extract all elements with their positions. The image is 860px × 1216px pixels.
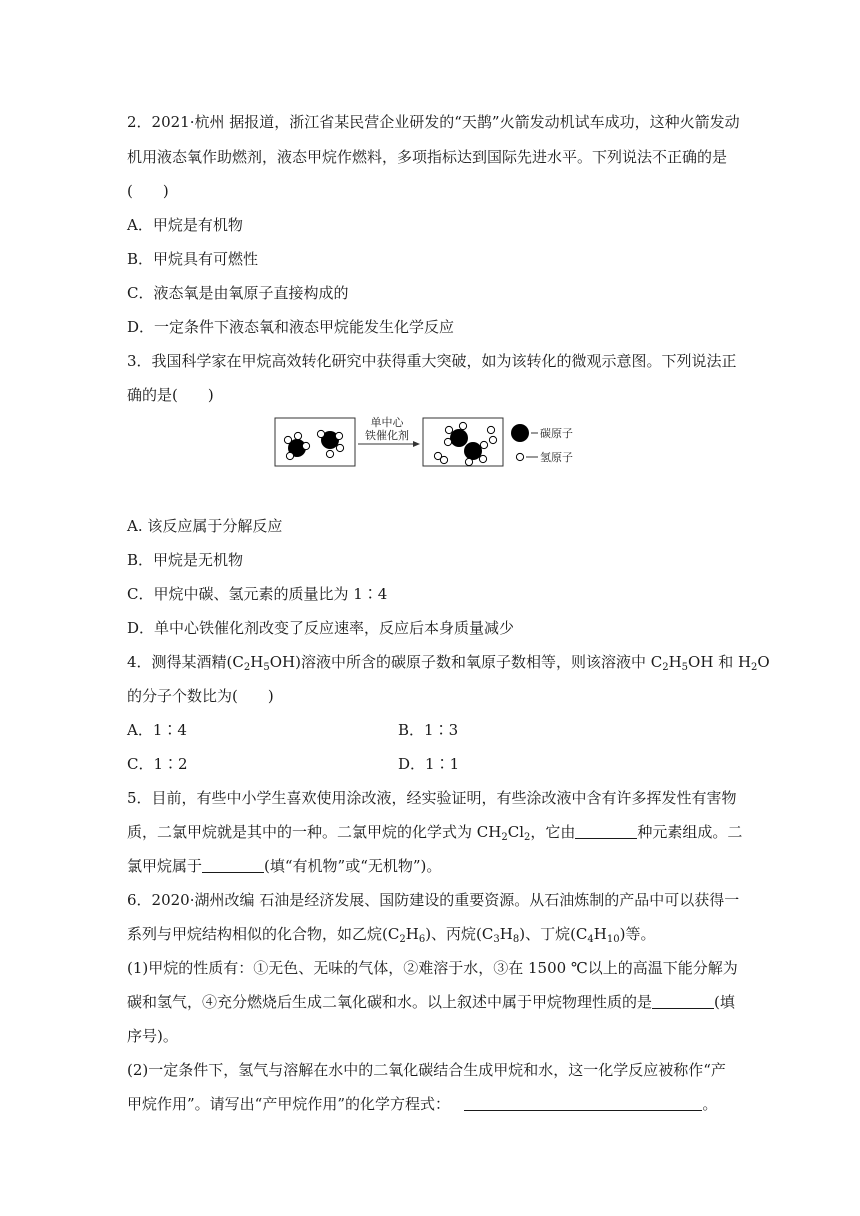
q6-stem-line2: 系列与甲烷结构相似的化合物，如乙烷$(C_2H_6)$、丙烷$(C_3H_8)$、丁烷$(C_4H_{10})$等。: [127, 925, 656, 945]
q3-stem-line2: 确的是( ): [127, 386, 214, 404]
reaction-diagram: [270, 412, 600, 472]
q6-part2-equation-blank[interactable]: [464, 1096, 702, 1111]
q3-option-c: C．甲烷中碳、氢元素的质量比为 1∶4: [127, 585, 388, 603]
hydrogen-molecule: [434, 452, 447, 463]
q6-part1-line1: (1)甲烷的性质有：①无色、无味的气体，②难溶于水，③在 1500 ℃以上的高温下能分解为: [127, 959, 738, 977]
legend-hydrogen-label: 氢原子: [540, 451, 573, 464]
extra-hydrogen: [487, 426, 496, 443]
q2-answer-paren: ( ): [127, 182, 169, 200]
catalyst-label-line2: 铁催化剂: [365, 429, 409, 442]
legend-carbon-label: 碳原子: [540, 427, 573, 440]
q2-stem-line2: 机用液态氧作助燃剂，液态甲烷作燃料，多项指标达到国际先进水平。下列说法不正确的是: [127, 148, 728, 166]
q4-stem-line1: 4．测得某酒精$(C_2H_5OH)$溶液中所含的碳原子数和氧原子数相等，则该溶液中 $C_2H_5OH$ 和 $H_2O$: [127, 653, 770, 673]
q2-option-a: A．甲烷是有机物: [127, 216, 243, 234]
q6-part2-line2: 甲烷作用”。请写出“产甲烷作用”的化学方程式： 。: [127, 1095, 718, 1113]
legend-carbon-icon: [511, 424, 529, 442]
q5-blank-1[interactable]: [575, 824, 637, 839]
q3-option-d: D．单中心铁催化剂改变了反应速率，反应后本身质量减少: [127, 619, 515, 637]
ethane-molecule: [444, 422, 487, 465]
q5-stem-line1: 5．目前，有些中小学生喜欢使用涂改液，经实验证明，有些涂改液中含有许多挥发性有害物: [127, 789, 737, 807]
q2-option-d: D．一定条件下液态氧和液态甲烷能发生化学反应: [127, 318, 455, 336]
q4-stem-line2: 的分子个数比为( ): [127, 687, 274, 705]
q3-stem-line1: 3．我国科学家在甲烷高效转化研究中获得重大突破，如为该转化的微观示意图。下列说法正: [127, 352, 737, 370]
q5-stem-line3: 氯甲烷属于 (填“有机物”或“无机物”)。: [127, 857, 442, 875]
catalyst-label-line1: 单中心: [370, 416, 404, 429]
q3-option-a: A. 该反应属于分解反应: [127, 517, 283, 535]
q2-option-c: C．液态氧是由氧原子直接构成的: [127, 284, 349, 302]
q6-stem-line1: 6．2020·湖州改编 石油是经济发展、国防建设的重要资源。从石油炼制的产品中可以获得一: [127, 891, 740, 909]
q5-stem-line2: 质，二氯甲烷就是其中的一种。二氯甲烷的化学式为 $CH_2Cl_2$，它由 种元素组成。二: [127, 823, 743, 843]
q4-option-d: D．1∶1: [398, 755, 460, 773]
q5-blank-2[interactable]: [202, 858, 264, 873]
q4-option-c: C．1∶2: [127, 755, 188, 773]
methane-molecule-2: [317, 430, 343, 457]
q6-part1-line3: 序号)。: [127, 1027, 178, 1045]
q4-option-b: B．1∶3: [398, 721, 459, 739]
reaction-diagram-svg: [270, 412, 600, 472]
q4-option-a: A．1∶4: [127, 721, 187, 739]
q6-part2-line1: (2)一定条件下，氢气与溶解在水中的二氧化碳结合生成甲烷和水，这一化学反应被称作“产: [127, 1061, 726, 1079]
q2-stem-line1: 2．2021·杭州 据报道，浙江省某民营企业研发的“天鹊”火箭发动机试车成功，这种火箭发动: [127, 113, 740, 131]
q6-part1-line2: 碳和氢气，④充分燃烧后生成二氧化碳和水。以上叙述中属于甲烷物理性质的是 (填: [127, 993, 735, 1011]
q6-part1-blank[interactable]: [652, 994, 714, 1009]
q3-option-b: B．甲烷是无机物: [127, 551, 244, 569]
legend-hydrogen-icon: [516, 453, 523, 460]
q2-option-b: B．甲烷具有可燃性: [127, 250, 259, 268]
methane-molecule-1: [284, 432, 309, 459]
reaction-arrow-head: [413, 441, 420, 447]
